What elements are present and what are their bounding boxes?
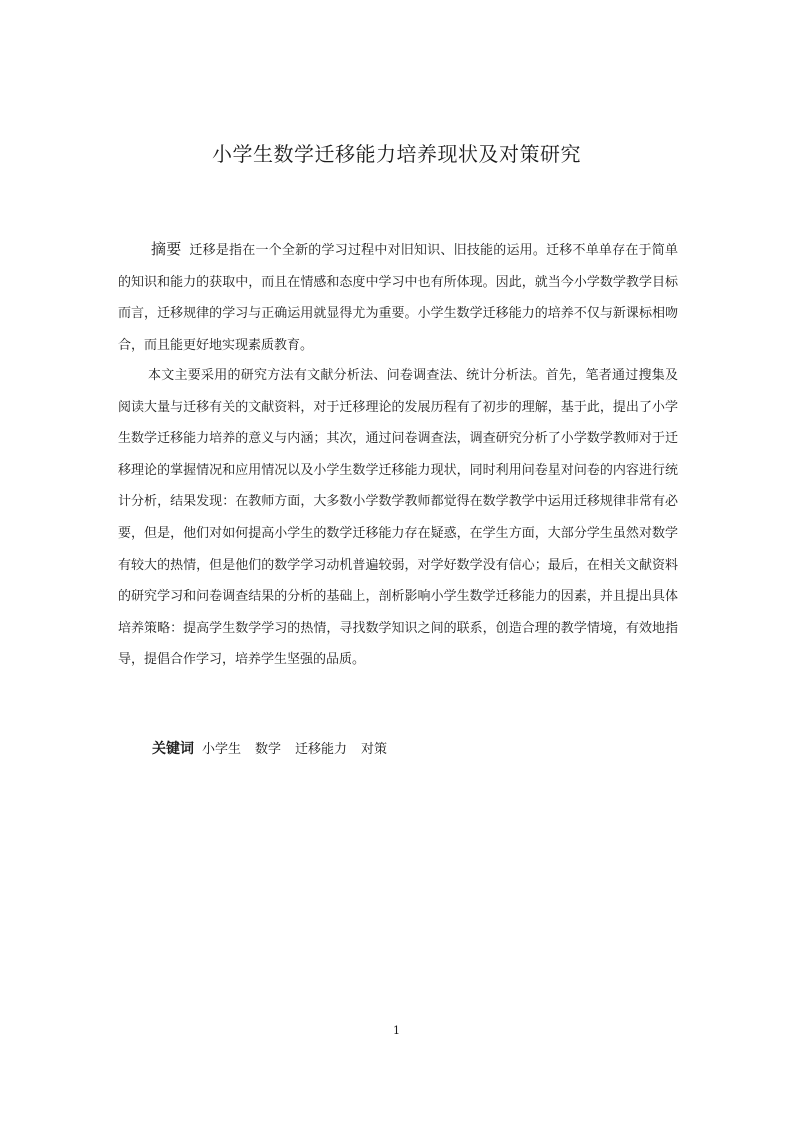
abstract-text: 迁移是指在一个全新的学习过程中对旧知识、旧技能的运用。迁移不单单存在于简单的知识和能力的获取中，而且在情感和态度中学习中也有所体现。因此，就当今小学数学教学目标而言，迁移规律的学习与正确运用就显得尤为重要。小学生数学迁移能力的培养不仅与新课标相吻合，而且能更好地实现素质教育。 bbox=[118, 243, 678, 353]
keywords-line bbox=[152, 735, 401, 764]
method-paragraph: 本文主要采用的研究方法有文献分析法、问卷调查法、统计分析法。首先，笔者通过搜集及阅读大量与迁移有关的文献资料，对于迁移理论的发展历程有了初步的理解，基于此，提出了小学生数学迁移能力培养的意义与内涵；其次，通过问卷调查法，调查研究分析了小学数学教师对于迁移理论的掌握情况和应用情况以及小学生数学迁移能力现状，同时利用问卷星对问卷的内容进行统计分析，结果发现：在教师方面，大多数小学数学教师都觉得在数学教学中运用迁移规律非常有必要，但是，他们对如何提高小学生的数学迁移能力存在疑惑，在学生方面，大部分学生虽然对数学有较大的热情，但是他们的数学学习动机普遍较弱，对学好数学没有信心；最后，在相关文献资料的研究学习和问卷调查结果的分析的基础上，剖析影响小学生数学迁移能力的因素，并且提出具体培养策略：提高学生数学学习的热情，寻找数学知识之间的联系，创造合理的教学情境，有效地指导，提倡合作学习，培养学生坚强的品质。 bbox=[118, 368, 678, 668]
document-title: 小学生数学迁移能力培养现状及对策研究 bbox=[212, 142, 581, 166]
abstract-paragraph bbox=[118, 234, 678, 361]
keywords-label: 关键词 bbox=[152, 741, 194, 757]
keyword-item: 小学生 bbox=[202, 742, 242, 757]
keyword-item: 数学 bbox=[255, 742, 282, 757]
page-number: 1 bbox=[393, 1024, 400, 1037]
keyword-item: 迁移能力 bbox=[295, 742, 348, 757]
keyword-item: 对策 bbox=[361, 742, 388, 757]
abstract-label: 摘要 bbox=[151, 240, 182, 258]
